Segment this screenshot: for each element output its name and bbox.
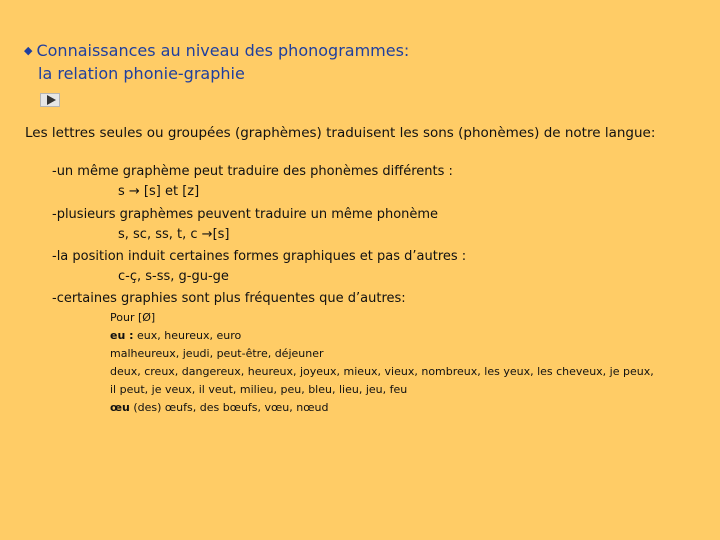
title-line-1: Connaissances au niveau des phonogrammes: [36,41,410,60]
rule-2-example: s, sc, ss, t, c →[s] [118,227,230,242]
slide-title [24,40,409,62]
rule-1: -un même graphème peut traduire des phonèmes différents : [52,164,453,179]
detail-oeu-rest: (des) œufs, des bœufs, vœu, nœud [129,401,329,414]
rule-3: -la position induit certaines formes graphiques et pas d’autres : [52,249,467,264]
rule-1-example: s → [s] et [z] [118,184,200,199]
diamond-bullet-icon: ◆ [24,44,33,57]
play-icon [47,95,56,105]
detail-oeu-line [110,399,328,416]
detail-eu-line [110,327,241,344]
rule-2: -plusieurs graphèmes peuvent traduire un même phonème [52,207,439,222]
detail-oeu-bold: œu [110,401,130,414]
detail-line-4: deux, creux, dangereux, heureux, joyeux, mieux, vieux, nombreux, les yeux, les cheveux, je peux, [110,365,654,378]
rule-3-example: c-ç, s-ss, g-gu-ge [118,269,229,284]
rule-4: -certaines graphies sont plus fréquentes que d’autres: [52,291,406,306]
intro-text: Les lettres seules ou groupées (graphèmes) traduisent les sons (phonèmes) de notre langue: [25,125,656,141]
detail-line-3: malheureux, jeudi, peut-être, déjeuner [110,347,324,360]
title-line-2: la relation phonie-graphie [38,64,245,83]
detail-line-5: il peut, je veux, il veut, milieu, peu, bleu, lieu, jeu, feu [110,383,408,396]
play-sound-button[interactable] [40,93,60,107]
detail-pour: Pour [Ø] [110,311,156,324]
detail-eu-bold: eu : [110,329,134,342]
detail-eu-rest: eux, heureux, euro [133,329,242,342]
